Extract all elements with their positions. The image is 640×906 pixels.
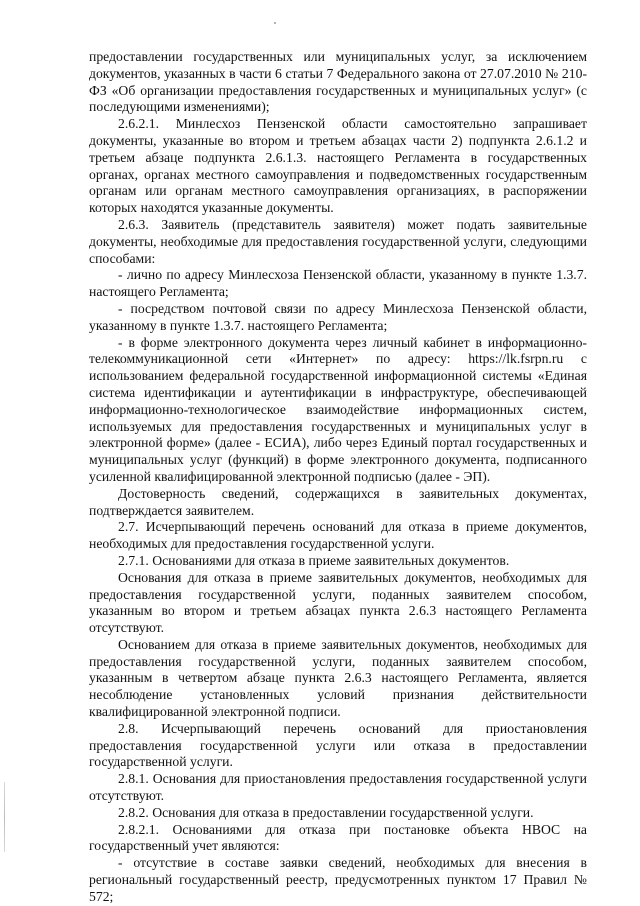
- paragraph-grounds-absent: Основания для отказа в приеме заявительных документов, необходимых для предоставления государственной услуги, поданных заявителем способом, указанным во втором и третьем абзацах пункта 2.6.3 настоящего Регламента отсутствуют.: [89, 569, 587, 636]
- scan-artifact-dot: [274, 22, 276, 24]
- paragraph-intro: предоставлении государственных или муниципальных услуг, за исключением документов, указанных в части 6 статьи 7 Федерального закона от 27.07.2010 № 210-ФЗ «Об организации предоставления государственных и муниципальных услуг» (с последующими изменениями);: [89, 49, 587, 115]
- scan-artifact-edge: [4, 782, 5, 852]
- list-item-electronic: - в форме электронного документа через личный кабинет в информационно-телекоммуникационной сети «Интернет» по адресу: https://lk.fsrpn.ru с использованием федеральной государственной информационной системы «Единая система идентификации и аутентификации в инфраструктуре, обеспечивающей информационно-технологическое взаимодействие информационных систем, используемых для предоставления государственных и муниципальных услуг в электронной форме» (далее - ЕСИА), либо через Единый портал государственных и муниципальных услуг (функций) в форме электронного документа, подписанного усиленной квалифицированной электронной подписью (далее - ЭП).: [89, 334, 587, 484]
- document-page: [89, 49, 587, 906]
- paragraph-reliability: Достоверность сведений, содержащихся в заявительных документах, подтверждается заявителем.: [89, 485, 587, 518]
- paragraph-2-8-2: 2.8.2. Основания для отказа в предоставлении государственной услуги.: [118, 804, 534, 820]
- paragraph-2-7-1: 2.7.1. Основаниями для отказа в приеме заявительных документов.: [118, 552, 510, 568]
- paragraph-2-6-2-1: 2.6.2.1. Минлесхоз Пензенской области самостоятельно запрашивает документы, указанные во втором и третьем абзацах части 2) подпункта 2.6.1.2 и третьем абзаце подпункта 2.6.1.3. настоящего Регламента в государственных органах, органах местного самоуправления и подведомственных государственным органам или органам местного самоуправления организациях, в распоряжении которых находятся указанные документы.: [89, 116, 587, 216]
- paragraph-2-8-1: 2.8.1. Основания для приостановления предоставления государственной услуги отсутствуют.: [89, 771, 587, 804]
- list-item-missing-info: - отсутствие в составе заявки сведений, необходимых для внесения в региональный государственный реестр, предусмотренных пунктом 17 Правил № 572;: [89, 855, 587, 904]
- paragraph-2-6-3: 2.6.3. Заявитель (представитель заявителя) может подать заявительные документы, необходимые для предоставления государственной услуги, следующими способами:: [89, 216, 587, 266]
- paragraph-2-8-2-1: 2.8.2.1. Основаниями для отказа при постановке объекта НВОС на государственный учет являются:: [89, 821, 587, 854]
- list-item-in-person: - лично по адресу Минлесхоза Пензенской области, указанному в пункте 1.3.7. настоящего Регламента;: [89, 267, 587, 300]
- paragraph-grounds-signature: Основанием для отказа в приеме заявительных документов, необходимых для предоставления государственной услуги, поданных заявителем способом, указанным в четвертом абзаце пункта 2.6.3 настоящего Регламента, является несоблюдение установленных условий признания действительности квалифицированной электронной подписи.: [89, 636, 587, 720]
- paragraph-2-7: 2.7. Исчерпывающий перечень оснований для отказа в приеме документов, необходимых для предоставления государственной услуги.: [89, 519, 587, 552]
- paragraph-2-8: 2.8. Исчерпывающий перечень оснований для приостановления предоставления государственной услуги или отказа в предоставлении государственной услуги.: [89, 720, 587, 770]
- list-item-postal: - посредством почтовой связи по адресу Минлесхоза Пензенской области, указанному в пункте 1.3.7. настоящего Регламента;: [89, 300, 587, 333]
